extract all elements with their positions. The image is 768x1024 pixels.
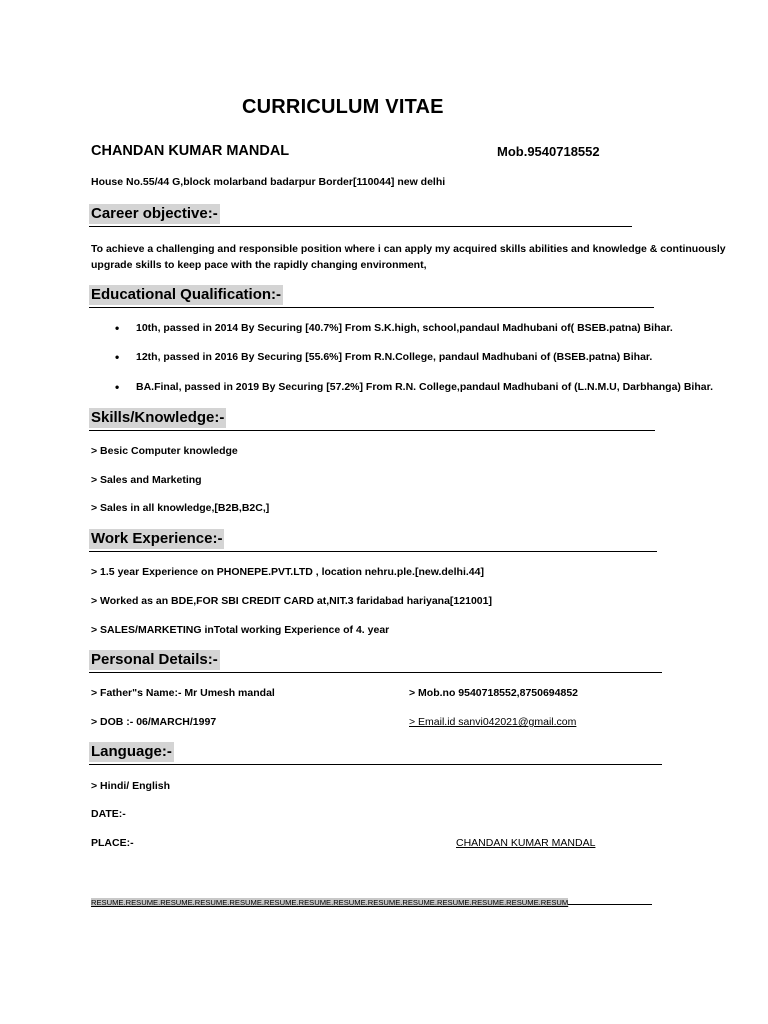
bullet-icon: • <box>115 380 120 394</box>
list-item: > Sales in all knowledge,[B2B,B2C,] <box>91 502 270 514</box>
place-label: PLACE:- <box>91 837 134 849</box>
section-heading: Personal Details:- <box>91 651 218 668</box>
section-heading: Work Experience:- <box>91 530 223 547</box>
date-of-birth: > DOB :- 06/MARCH/1997 <box>91 716 217 728</box>
bullet-icon: • <box>115 350 120 364</box>
address: House No.55/44 G,block molarband badarpur Border[110044] new delhi <box>91 176 446 188</box>
list-item: > Sales and Marketing <box>91 474 202 486</box>
list-item: > SALES/MARKETING inTotal working Experience of 4. year <box>91 624 390 636</box>
bullet-icon: • <box>115 321 120 335</box>
section-heading: Educational Qualification:- <box>91 286 282 303</box>
career-objective-section <box>89 204 632 227</box>
list-item: 10th, passed in 2014 By Securing [40.7%] From S.K.high, school,pandaul Madhubani of( BSEB.patna) Bihar. <box>136 322 673 334</box>
personal-details-section <box>89 650 662 673</box>
fathers-name: > Father"s Name:- Mr Umesh mandal <box>91 687 275 699</box>
section-heading: Career objective:- <box>91 205 218 222</box>
skills-section <box>89 408 655 431</box>
mobile-numbers: > Mob.no 9540718552,8750694852 <box>409 687 578 699</box>
candidate-name: CHANDAN KUMAR MANDAL <box>91 143 290 159</box>
work-experience-section <box>89 529 657 552</box>
list-item: 12th, passed in 2016 By Securing [55.6%] From R.N.College, pandaul Madhubani of (BSEB.patna) Bihar. <box>136 351 653 363</box>
document-title: CURRICULUM VITAE <box>242 96 444 118</box>
footer-watermark <box>91 892 652 905</box>
signature-name: CHANDAN KUMAR MANDAL <box>456 837 596 849</box>
email-link[interactable]: > Email.id sanvi042021@gmail.com <box>409 716 577 728</box>
watermark-text: RESUME.RESUME.RESUME.RESUME.RESUME.RESUME.RESUME.RESUME.RESUME.RESUME.RESUME.RESUME.RESUME.RESUM <box>91 898 569 907</box>
language-section <box>89 742 662 765</box>
date-label: DATE:- <box>91 808 126 820</box>
list-item: > 1.5 year Experience on PHONEPE.PVT.LTD , location nehru.ple.[new.delhi.44] <box>91 566 484 578</box>
section-heading: Skills/Knowledge:- <box>91 409 225 426</box>
education-section <box>89 285 654 308</box>
list-item: BA.Final, passed in 2019 By Securing [57.2%] From R.N. College,pandaul Madhubani of (L.N.M.U, Darbhanga) Bihar. <box>136 381 714 393</box>
list-item: > Besic Computer knowledge <box>91 445 238 457</box>
career-objective-text: To achieve a challenging and responsible position where i can apply my acquired skills abilities and knowledge & continuously upgrade skills to keep pace with the rapidly changing environment, <box>91 243 726 271</box>
section-heading: Language:- <box>91 743 172 760</box>
language-value: > Hindi/ English <box>91 780 171 792</box>
list-item: > Worked as an BDE,FOR SBI CREDIT CARD at,NIT.3 faridabad hariyana[121001] <box>91 595 492 607</box>
mobile-number: Mob.9540718552 <box>497 144 600 159</box>
